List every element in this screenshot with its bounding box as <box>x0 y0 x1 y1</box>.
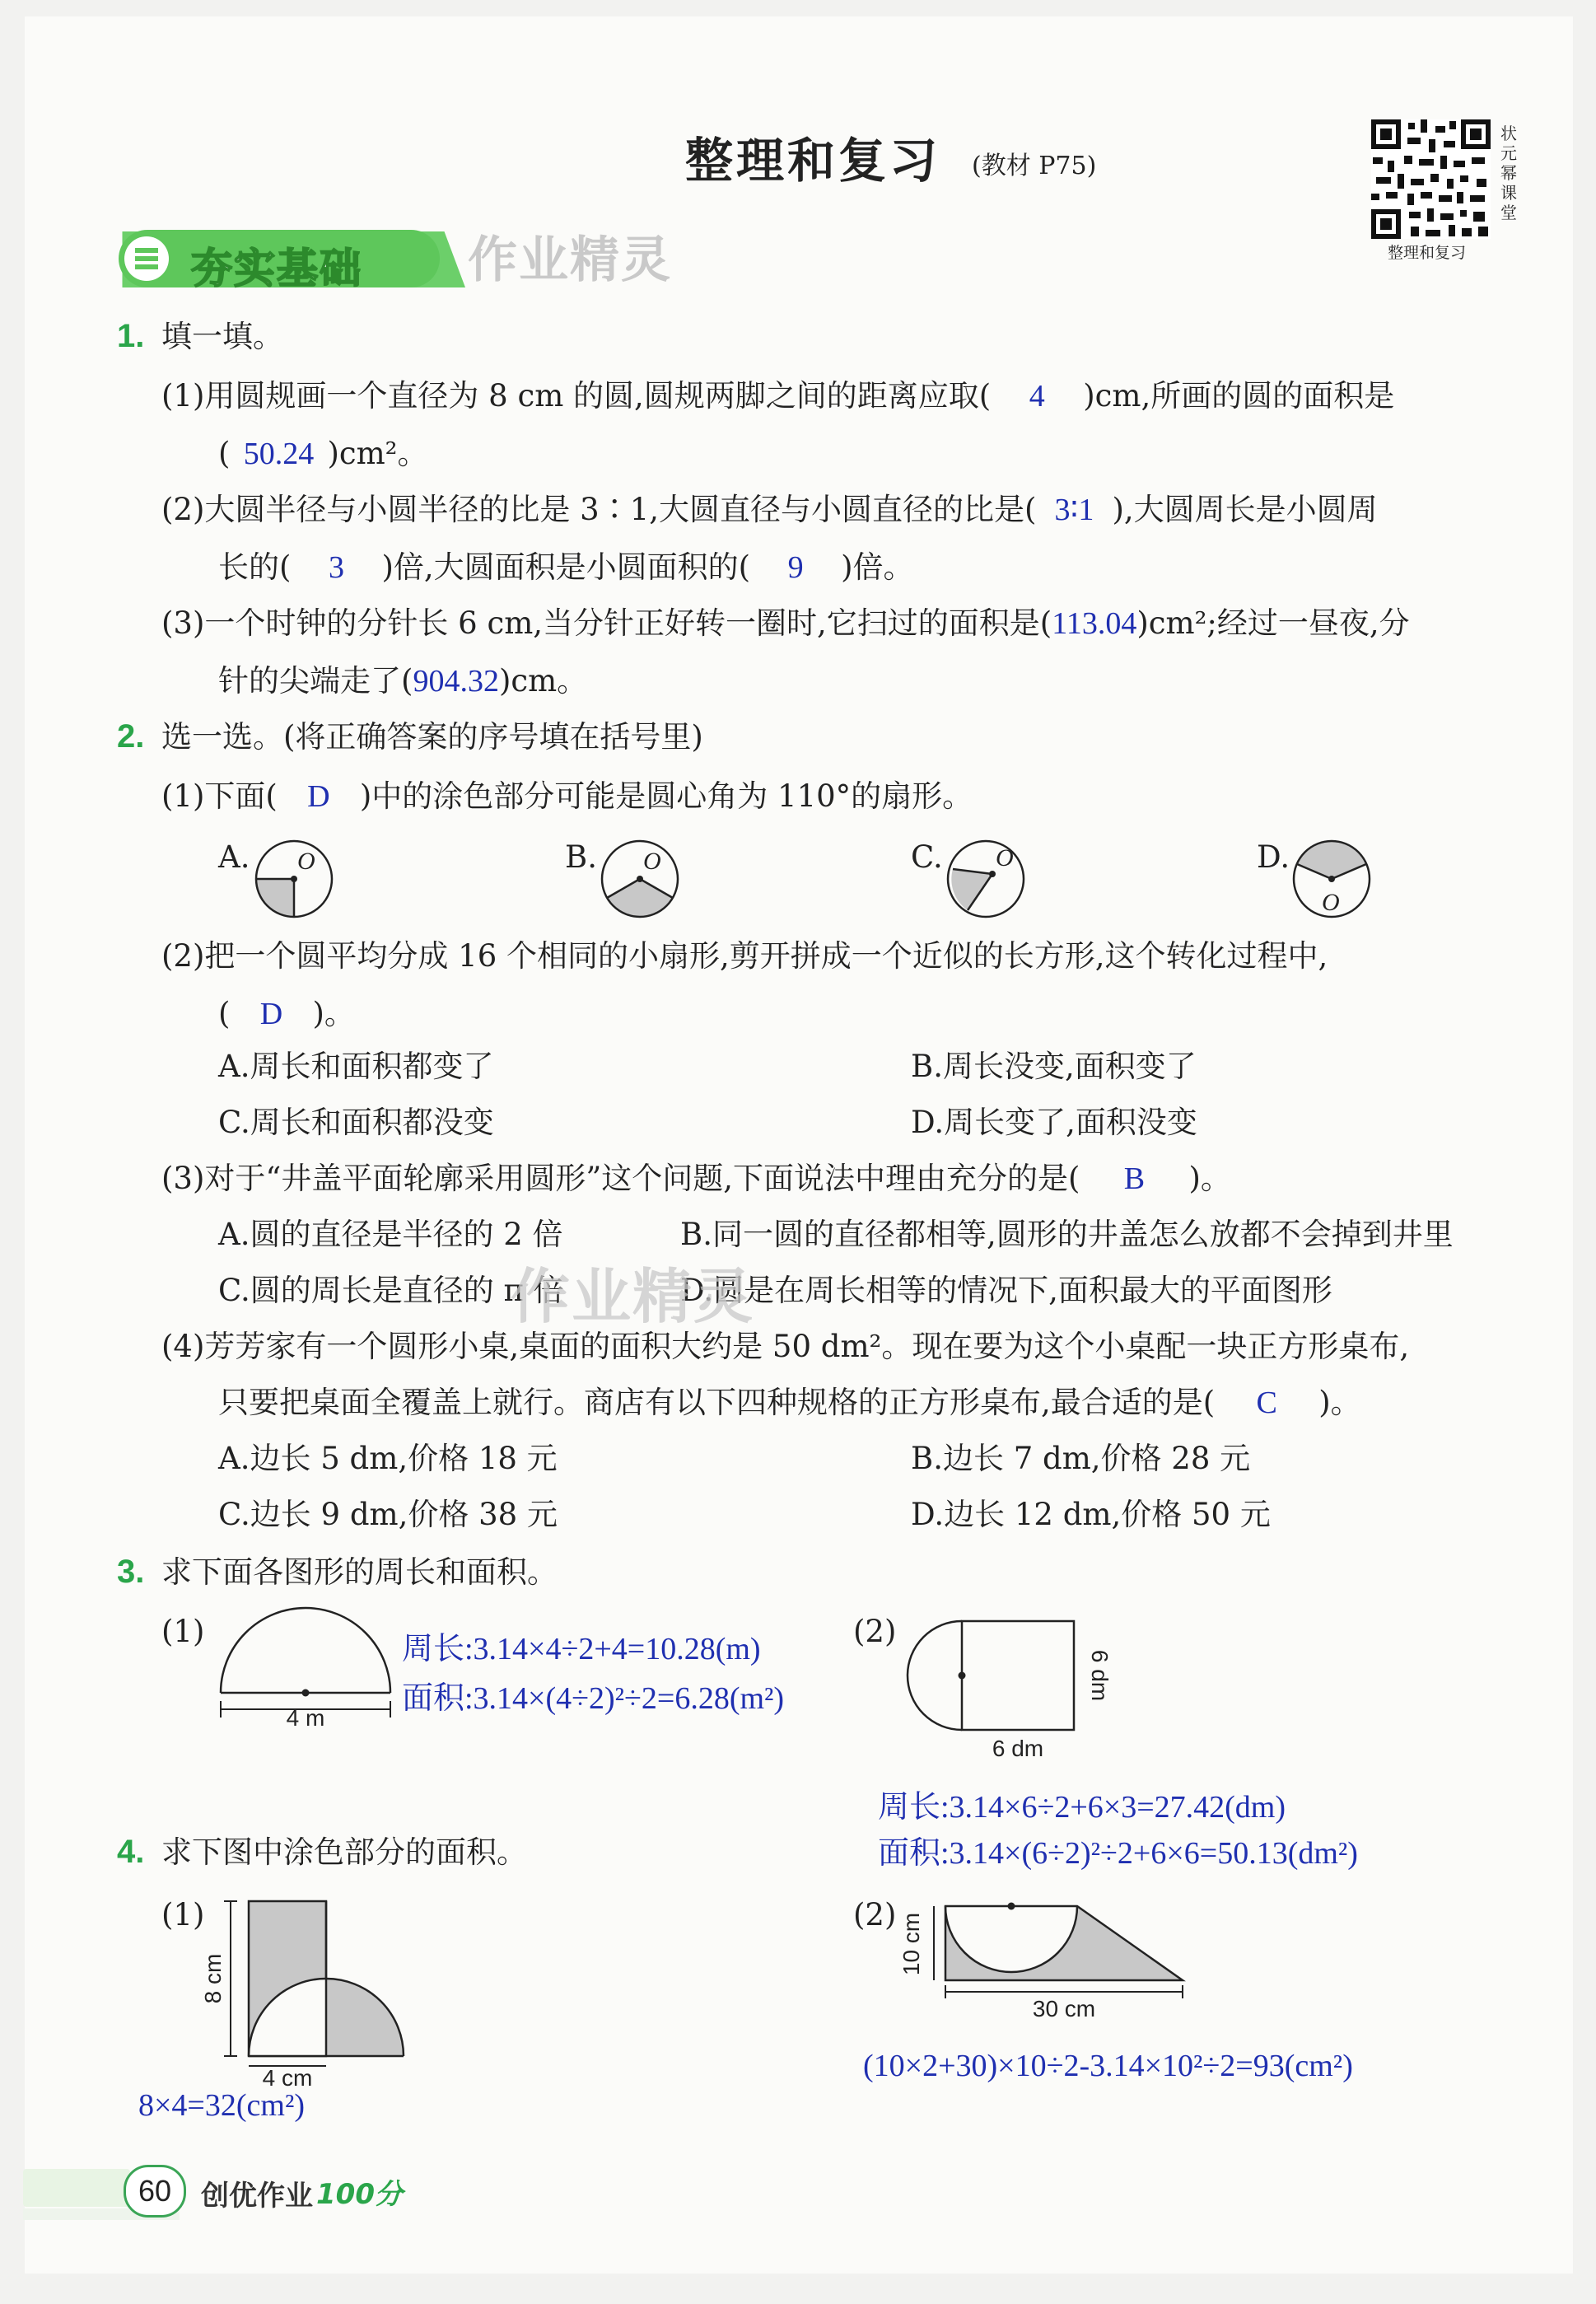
question-4-number: 4. <box>117 1834 145 1870</box>
option: A.边长 5 dm,价格 18 元 <box>218 1441 558 1476</box>
option: B.同一圆的直径都相等,圆形的井盖怎么放都不会掉到井里 <box>680 1217 1454 1252</box>
dimension-label: 4 m <box>286 1705 325 1731</box>
option: A.周长和面积都变了 <box>218 1049 494 1084</box>
answer-blank: B <box>1123 1161 1146 1196</box>
option: C.周长和面积都没变 <box>218 1105 494 1140</box>
question-3-title: 求下面各图形的周长和面积。 <box>161 1554 558 1590</box>
page-number: 60 <box>124 2165 186 2218</box>
question-2-number: 2. <box>117 718 145 755</box>
question-2-title: 选一选。(将正确答案的序号填在括号里) <box>161 719 703 755</box>
option: B.周长没变,面积变了 <box>911 1049 1197 1084</box>
answer-blank: C <box>1256 1386 1277 1420</box>
shaded-trapezoid-figure <box>898 1895 1192 2026</box>
option: B.边长 7 dm,价格 28 元 <box>911 1441 1251 1476</box>
dimension-label: 8 cm <box>200 1953 226 2004</box>
q1-part3-line2: 针的尖端走了(904.32)cm。 <box>218 663 588 699</box>
question-1-number: 1. <box>117 318 145 354</box>
q4-fig1-answer: 8×4=32(cm²) <box>138 2088 305 2123</box>
qr-side-text: 状元幂课堂 <box>1500 124 1517 222</box>
page-title: 整理和复习 <box>685 133 941 189</box>
semicircle-figure <box>216 1610 397 1731</box>
shaded-rectangle-semicircle-figure <box>200 1895 412 2091</box>
q3-fig1-perimeter-answer: 周长:3.14×4÷2+4=10.28(m) <box>402 1632 761 1666</box>
option-label-b: B. <box>565 839 597 875</box>
q1-part1-line2: ( 50.24 )cm²。 <box>218 436 428 471</box>
dimension-label: 4 cm <box>262 2065 313 2091</box>
q4-figure1-label: (1) <box>161 1897 205 1932</box>
center-label: O <box>297 848 315 875</box>
q2-part2-line2: ( D )。 <box>218 996 355 1031</box>
section-badge-label: 夯实基础 <box>191 245 362 292</box>
answer-blank: 4 <box>1029 379 1045 414</box>
q4-fig2-answer: (10×2+30)×10÷2-3.14×10²÷2=93(cm²) <box>863 2049 1353 2083</box>
q1-part1-line1: (1)用圆规画一个直径为 8 cm 的圆,圆规两脚之间的距离应取( 4 )cm,所画的圆的面积是 <box>161 378 1395 414</box>
q1-part3-line1: (3)一个时钟的分针长 6 cm,当分针正好转一圈时,它扫过的面积是(113.04)cm²;经过一昼夜,分 <box>161 605 1410 641</box>
q2-part2-line1: (2)把一个圆平均分成 16 个相同的小扇形,剪开拼成一个近似的长方形,这个转化过程中, <box>161 938 1328 974</box>
option-label-c: C. <box>911 839 943 875</box>
q2-part1: (1)下面( D )中的涂色部分可能是圆心角为 110°的扇形。 <box>161 778 973 814</box>
option: D.周长变了,面积没变 <box>911 1105 1197 1140</box>
q3-fig1-area-answer: 面积:3.14×(4÷2)²÷2=6.28(m²) <box>402 1681 785 1716</box>
circle-option-c <box>943 836 1034 918</box>
circle-option-d <box>1289 836 1379 918</box>
svg-text:O: O <box>643 848 661 875</box>
q3-figure1-label: (1) <box>161 1614 205 1649</box>
option-label-d: D. <box>1257 839 1290 875</box>
dimension-label: 6 dm <box>992 1736 1044 1761</box>
q4-figure2-label: (2) <box>853 1897 897 1932</box>
question-3-number: 3. <box>117 1554 145 1590</box>
q1-part2-line2: 长的( 3 )倍,大圆面积是小圆面积的( 9 )倍。 <box>218 549 914 585</box>
q1-part2-line1: (2)大圆半径与小圆半径的比是 3∶1,大圆直径与小圆直径的比是( 3∶1 ),大圆周长是小圆周 <box>161 492 1378 527</box>
rectangle-semicircle-figure <box>904 1615 1118 1763</box>
answer-blank: 904.32 <box>413 664 499 699</box>
answer-blank: 50.24 <box>243 437 315 471</box>
circle-option-b <box>597 836 688 918</box>
q2-part4-line1: (4)芳芳家有一个圆形小桌,桌面的面积大约是 50 dm²。现在要为这个小桌配一块正方形桌布, <box>161 1329 1410 1364</box>
qr-code-icon <box>1371 119 1495 239</box>
question-4-title: 求下图中涂色部分的面积。 <box>161 1834 527 1870</box>
answer-blank: D <box>259 997 283 1031</box>
q2-part4-line2: 只要把桌面全覆盖上就行。商店有以下四种规格的正方形桌布,最合适的是( C )。 <box>218 1385 1361 1420</box>
svg-text:O: O <box>996 844 1014 872</box>
footer-brand-score: 100分 <box>316 2178 403 2211</box>
option: D.边长 12 dm,价格 50 元 <box>911 1497 1271 1532</box>
watermark-top: 作业精灵 <box>468 231 672 289</box>
option: D.圆是在周长相等的情况下,面积最大的平面图形 <box>680 1273 1332 1308</box>
dimension-label: 10 cm <box>898 1912 924 1976</box>
answer-blank: 3∶1 <box>1054 493 1094 527</box>
footer-brand: 创优作业 <box>201 2180 313 2213</box>
dimension-label: 30 cm <box>1032 1996 1096 2021</box>
circle-option-a <box>251 836 342 918</box>
q3-fig2-area-answer: 面积:3.14×(6÷2)²÷2+6×6=50.13(dm²) <box>878 1836 1358 1871</box>
answer-blank: 9 <box>787 550 804 585</box>
watermark-middle: 作业精灵 <box>511 1262 755 1331</box>
q3-fig2-perimeter-answer: 周长:3.14×6÷2+6×3=27.42(dm) <box>878 1790 1286 1825</box>
option: A.圆的直径是半径的 2 倍 <box>218 1217 563 1252</box>
answer-blank: D <box>307 779 330 814</box>
answer-blank: 113.04 <box>1052 606 1137 641</box>
q3-figure2-label: (2) <box>853 1614 897 1649</box>
question-1-title: 填一填。 <box>161 319 283 354</box>
dimension-label: 6 dm <box>1087 1649 1113 1702</box>
q2-part3: (3)对于“井盖平面轮廓采用圆形”这个问题,下面说法中理由充分的是( B )。 <box>161 1161 1231 1196</box>
answer-blank: 3 <box>328 550 344 585</box>
textbook-reference: (教材 P75) <box>972 152 1097 180</box>
qr-caption: 整理和复习 <box>1388 244 1467 262</box>
svg-text:O: O <box>1322 889 1340 916</box>
option: C.边长 9 dm,价格 38 元 <box>218 1497 558 1532</box>
option: C.圆的周长是直径的 π 倍 <box>218 1273 564 1308</box>
option-label-a: A. <box>218 839 250 875</box>
